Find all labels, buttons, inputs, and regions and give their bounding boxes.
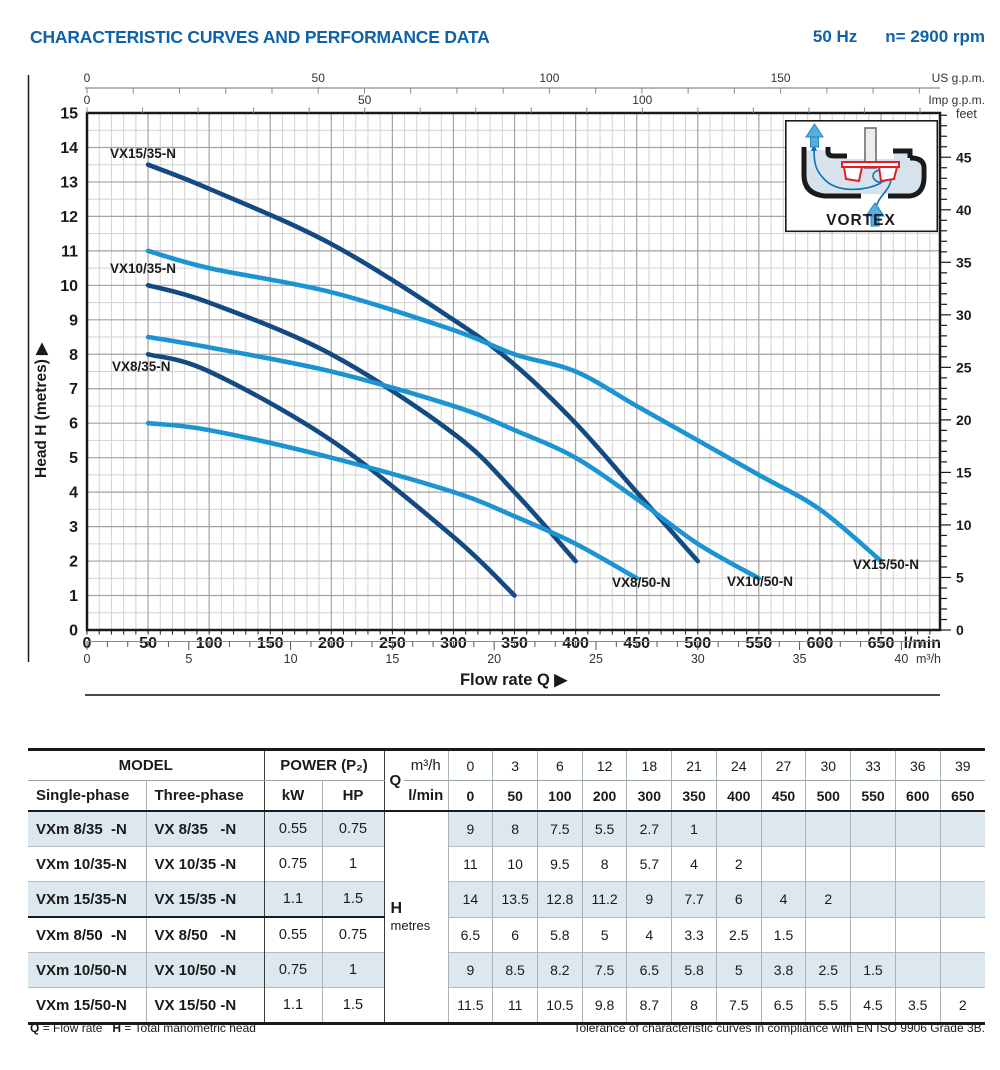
head-value: 8.5: [493, 953, 538, 988]
head-value: 1: [672, 811, 717, 847]
head-value: 8: [582, 847, 627, 882]
head-value: [895, 953, 940, 988]
power-kw: 1.1: [264, 882, 322, 918]
q-m3h-value: 3: [493, 750, 538, 781]
head-value: 9.5: [537, 847, 582, 882]
col-header-model: MODEL: [28, 750, 264, 781]
head-tick-label: 11: [61, 243, 78, 261]
head-value: [761, 847, 806, 882]
curve-label-VX15/35-N: VX15/35-N: [110, 146, 177, 161]
feet-tick-label: 15: [956, 464, 972, 481]
head-value: 13.5: [493, 882, 538, 918]
head-value: [851, 847, 896, 882]
q-lmin-value: 100: [537, 781, 582, 812]
curve-label-VX10/50-N: VX10/50-N: [727, 574, 794, 589]
head-tick-label: 0: [69, 622, 78, 640]
power-hp: 1: [322, 953, 384, 988]
head-value: 2.7: [627, 811, 672, 847]
q-m3h-value: 0: [448, 750, 493, 781]
col-header-power: POWER (P₂): [264, 750, 384, 781]
head-value: 7.7: [672, 882, 717, 918]
head-unit: metres: [390, 918, 431, 933]
lmin-tick-label: 500: [684, 635, 712, 652]
col-header-q: Q: [384, 750, 404, 812]
lmin-tick-label: 600: [806, 635, 834, 652]
head-value: [940, 953, 985, 988]
lmin-tick-label: 450: [623, 635, 651, 652]
lmin-tick-label: 100: [195, 635, 223, 652]
power-hp: 1: [322, 847, 384, 882]
power-hp: 0.75: [322, 917, 384, 953]
us-gpm-tick-label: 0: [83, 71, 91, 85]
m3h-tick-label: 15: [385, 652, 400, 666]
q-m3h-value: 27: [761, 750, 806, 781]
head-value: 3.5: [895, 988, 940, 1024]
head-value: 4: [627, 917, 672, 953]
lmin-tick-label: 350: [501, 635, 528, 652]
h-symbol: H: [112, 1021, 122, 1035]
model-three-phase: VX 8/50 -N: [146, 917, 264, 953]
power-kw: 0.75: [264, 847, 322, 882]
feet-tick-label: 20: [956, 411, 972, 428]
q-lmin-value: 300: [627, 781, 672, 812]
q-m3h-value: 12: [582, 750, 627, 781]
head-value: 2: [806, 882, 851, 918]
q-lmin-value: 550: [851, 781, 896, 812]
m3h-tick-label: 10: [283, 652, 298, 666]
m3h-axis-label: m³/h: [916, 652, 941, 666]
head-tick-label: 8: [69, 346, 78, 364]
m3h-tick-label: 5: [185, 652, 193, 666]
q-m3h-value: 6: [537, 750, 582, 781]
q-lmin-value: 50: [493, 781, 538, 812]
head-value: 6: [716, 882, 761, 918]
col-header-kw: kW: [264, 781, 322, 812]
q-m3h-value: 36: [895, 750, 940, 781]
us-gpm-axis-label: US g.p.m.: [931, 71, 985, 85]
feet-axis-label: feet: [956, 107, 977, 121]
vortex-inset: [786, 121, 938, 232]
lmin-tick-label: 300: [440, 635, 467, 652]
impeller-blade-right: [879, 167, 897, 181]
head-value: 5.8: [672, 953, 717, 988]
performance-table-body: [28, 811, 985, 1024]
head-value: 12.8: [537, 882, 582, 918]
head-value: [895, 811, 940, 847]
head-tick-label: 10: [60, 277, 78, 295]
curve-label-VX8/50-N: VX8/50-N: [612, 575, 671, 590]
head-tick-label: 2: [69, 553, 78, 571]
inset-caption: VORTEX: [826, 212, 896, 229]
frequency-label: 50 Hz: [812, 27, 858, 46]
pump-curve-VX15/35-N: [148, 165, 698, 561]
head-value: 2.5: [716, 917, 761, 953]
q-lmin-value: 600: [895, 781, 940, 812]
head-value: 10.5: [537, 988, 582, 1024]
head-value: 2.5: [806, 953, 851, 988]
head-value: 4: [761, 882, 806, 918]
head-value: 10: [493, 847, 538, 882]
model-three-phase: VX 15/50 -N: [146, 988, 264, 1024]
head-value: 9: [448, 953, 493, 988]
head-value: 4.5: [851, 988, 896, 1024]
model-three-phase: VX 10/50 -N: [146, 953, 264, 988]
speed-label: n= 2900 rpm: [885, 27, 985, 46]
model-single-phase: VXm 10/35-N: [28, 847, 146, 882]
head-value: 3.3: [672, 917, 717, 953]
head-value: 1.5: [851, 953, 896, 988]
m3h-tick-label: 40: [894, 652, 909, 666]
head-value: 6.5: [627, 953, 672, 988]
table-header-row-groups: [28, 750, 985, 781]
tolerance-note: Tolerance of characteristic curves in compliance with EN ISO 9906 Grade 3B.: [573, 1021, 985, 1035]
m3h-tick-label: 30: [690, 652, 705, 666]
head-value: 8: [493, 811, 538, 847]
lmin-axis-label: l/min: [903, 635, 941, 652]
head-value: [806, 847, 851, 882]
feet-tick-label: 25: [956, 359, 972, 376]
head-tick-label: 7: [69, 381, 78, 399]
head-value: 9: [448, 811, 493, 847]
head-value: [716, 811, 761, 847]
head-tick-label: 4: [69, 484, 78, 502]
imp-gpm-axis-label: Imp g.p.m.: [928, 93, 985, 107]
head-value: 9: [627, 882, 672, 918]
lmin-tick-label: 200: [317, 635, 345, 652]
head-value: 4: [672, 847, 717, 882]
head-value: [895, 917, 940, 953]
head-row-label: [384, 811, 448, 1024]
legend-definitions: [30, 1021, 256, 1035]
head-value: 11: [448, 847, 493, 882]
head-tick-label: 12: [60, 208, 78, 226]
head-axis-title: Head H (metres) ▶: [33, 342, 50, 478]
col-header-single-phase: Single-phase: [28, 781, 146, 812]
feet-tick-label: 45: [956, 149, 972, 166]
head-value: 8: [672, 988, 717, 1024]
curve-label-VX8/35-N: VX8/35-N: [112, 359, 171, 374]
lmin-tick-label: 250: [379, 635, 406, 652]
head-value: [806, 917, 851, 953]
head-value: [940, 917, 985, 953]
model-single-phase: VXm 10/50-N: [28, 953, 146, 988]
m3h-tick-label: 0: [83, 652, 91, 666]
model-three-phase: VX 8/35 -N: [146, 811, 264, 847]
q-lmin-value: 450: [761, 781, 806, 812]
q-m3h-value: 21: [672, 750, 717, 781]
table-row: [28, 953, 985, 988]
flow-rate-axis-title: Flow rate Q ▶: [459, 671, 568, 689]
head-value: [761, 811, 806, 847]
us-gpm-tick-label: 150: [770, 71, 791, 85]
head-value: 7.5: [716, 988, 761, 1024]
feet-tick-label: 40: [956, 201, 972, 218]
q-lmin-value: 350: [672, 781, 717, 812]
model-single-phase: VXm 15/50-N: [28, 988, 146, 1024]
head-value: 6.5: [448, 917, 493, 953]
head-value: 11.2: [582, 882, 627, 918]
head-tick-label: 14: [60, 139, 78, 157]
model-single-phase: VXm 8/50 -N: [28, 917, 146, 953]
head-value: 11: [493, 988, 538, 1024]
model-three-phase: VX 15/35 -N: [146, 882, 264, 918]
us-gpm-tick-label: 100: [539, 71, 560, 85]
curve-label-VX15/50-N: VX15/50-N: [853, 557, 920, 572]
q-m3h-value: 24: [716, 750, 761, 781]
head-value: 6: [493, 917, 538, 953]
power-kw: 0.55: [264, 917, 322, 953]
table-header-row-columns: [28, 781, 985, 812]
m3h-tick-label: 20: [487, 652, 502, 666]
head-value: [895, 847, 940, 882]
q-lmin-value: 500: [806, 781, 851, 812]
head-value: [940, 811, 985, 847]
power-hp: 0.75: [322, 811, 384, 847]
q-m3h-value: 33: [851, 750, 896, 781]
m3h-tick-label: 25: [589, 652, 603, 666]
power-hp: 1.5: [322, 882, 384, 918]
model-three-phase: VX 10/35 -N: [146, 847, 264, 882]
col-header-three-phase: Three-phase: [146, 781, 264, 812]
table-row: [28, 882, 985, 918]
q-m3h-value: 30: [806, 750, 851, 781]
head-value: [895, 882, 940, 918]
head-value: [940, 847, 985, 882]
head-tick-label: 15: [60, 105, 78, 123]
model-single-phase: VXm 15/35-N: [28, 882, 146, 918]
head-value: 1.5: [761, 917, 806, 953]
us-gpm-tick-label: 50: [311, 71, 325, 85]
power-kw: 0.75: [264, 953, 322, 988]
head-value: 2: [940, 988, 985, 1024]
feet-tick-label: 30: [956, 306, 972, 323]
head-value: 8.7: [627, 988, 672, 1024]
power-kw: 1.1: [264, 988, 322, 1024]
imp-gpm-tick-label: 100: [632, 93, 653, 107]
col-header-lmin-unit: l/min: [404, 781, 448, 812]
head-value: 9.8: [582, 988, 627, 1024]
head-value: [851, 917, 896, 953]
q-m3h-value: 18: [627, 750, 672, 781]
feet-tick-label: 35: [956, 254, 972, 271]
imp-gpm-tick-label: 0: [83, 93, 91, 107]
m3h-tick-label: 35: [792, 652, 807, 666]
feet-tick-label: 10: [956, 516, 972, 533]
lmin-tick-label: 550: [745, 635, 773, 652]
q-definition: = Flow rate: [42, 1021, 103, 1035]
lmin-tick-label: 150: [256, 635, 284, 652]
q-symbol: Q: [30, 1021, 40, 1035]
table-row: [28, 917, 985, 953]
col-header-hp: HP: [322, 781, 384, 812]
head-value: 14: [448, 882, 493, 918]
table-row: [28, 988, 985, 1024]
table-row: [28, 811, 985, 847]
col-header-m3h-unit: m³/h: [404, 750, 448, 781]
power-hp: 1.5: [322, 988, 384, 1024]
head-value: [851, 882, 896, 918]
head-value: [851, 811, 896, 847]
lmin-tick-label: 400: [562, 635, 589, 652]
lmin-tick-label: 0: [82, 635, 92, 652]
lmin-tick-label: 650: [867, 635, 895, 652]
head-value: 5.5: [582, 811, 627, 847]
head-tick-label: 9: [69, 312, 78, 330]
feet-tick-label: 0: [956, 622, 964, 638]
performance-table-head: [28, 750, 985, 812]
model-single-phase: VXm 8/35 -N: [28, 811, 146, 847]
head-value: 8.2: [537, 953, 582, 988]
q-lmin-value: 650: [940, 781, 985, 812]
head-tick-label: 13: [60, 174, 78, 192]
performance-table: [28, 748, 985, 1025]
q-lmin-value: 200: [582, 781, 627, 812]
page-title: CHARACTERISTIC CURVES AND PERFORMANCE DATA: [30, 27, 490, 47]
head-value: 11.5: [448, 988, 493, 1024]
feet-tick-label: 5: [956, 569, 964, 586]
head-value: 7.5: [537, 811, 582, 847]
table-row: [28, 847, 985, 882]
impeller-blade-left: [844, 167, 862, 181]
curve-label-VX10/35-N: VX10/35-N: [110, 261, 177, 276]
lmin-tick-label: 50: [139, 635, 157, 652]
q-m3h-value: 39: [940, 750, 985, 781]
head-value: [940, 882, 985, 918]
q-lmin-value: 0: [448, 781, 493, 812]
head-value: 2: [716, 847, 761, 882]
head-tick-label: 1: [69, 588, 78, 606]
head-tick-label: 5: [69, 450, 78, 468]
h-definition: = Total manometric head: [124, 1021, 256, 1035]
head-value: 5.8: [537, 917, 582, 953]
head-value: 6.5: [761, 988, 806, 1024]
head-value: 5: [716, 953, 761, 988]
q-lmin-value: 400: [716, 781, 761, 812]
head-value: 3.8: [761, 953, 806, 988]
head-tick-label: 3: [69, 519, 78, 537]
head-value: 5.7: [627, 847, 672, 882]
head-value: [806, 811, 851, 847]
head-value: 5: [582, 917, 627, 953]
head-symbol: H: [390, 900, 403, 917]
head-value: 7.5: [582, 953, 627, 988]
head-value: 5.5: [806, 988, 851, 1024]
power-kw: 0.55: [264, 811, 322, 847]
head-tick-label: 6: [69, 415, 78, 433]
imp-gpm-tick-label: 50: [357, 93, 372, 107]
